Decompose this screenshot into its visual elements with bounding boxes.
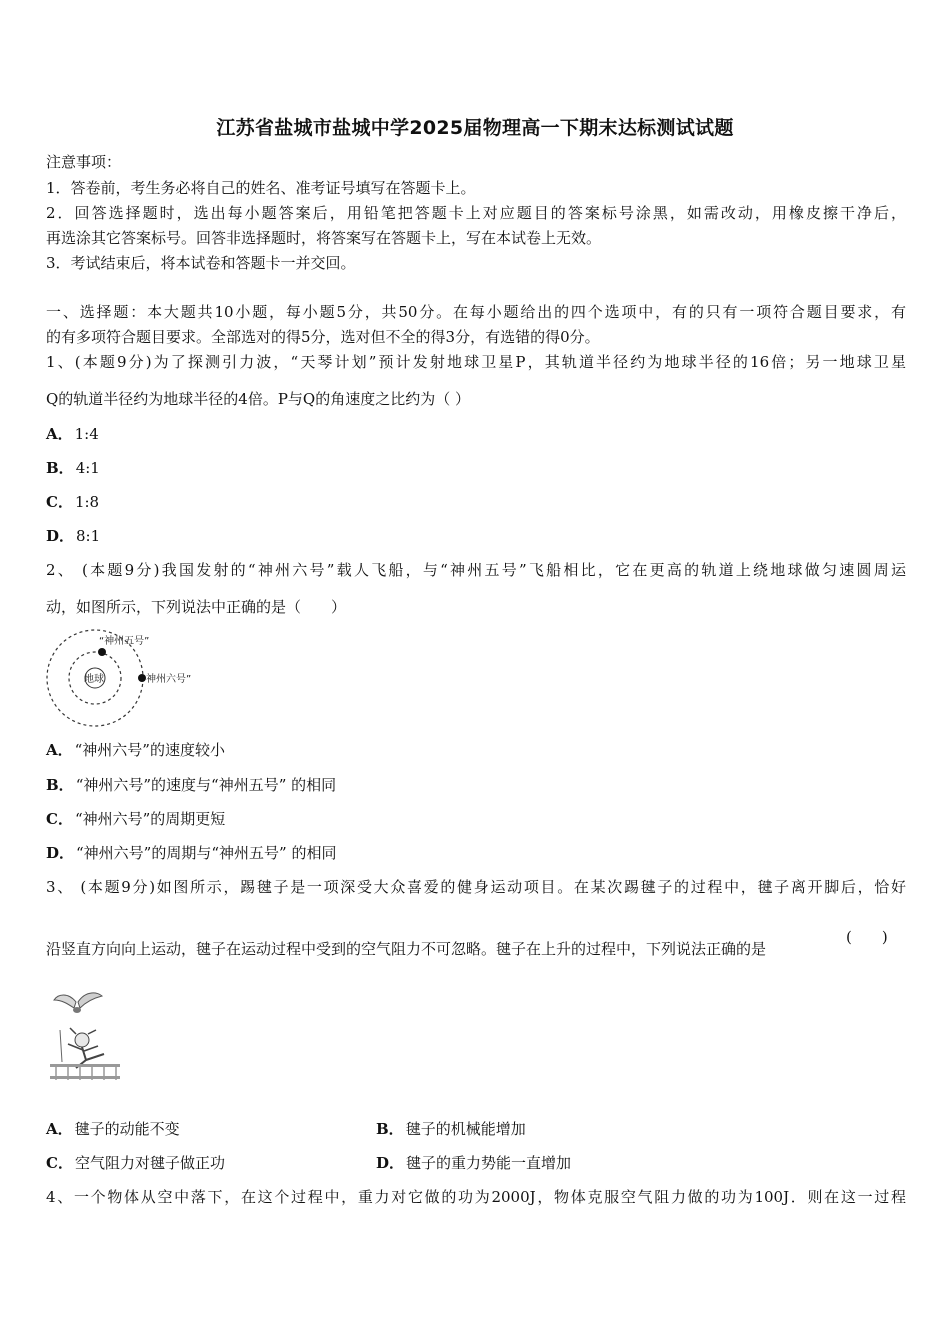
orbit-diagram — [40, 626, 230, 730]
q3-stem-line2: 沿竖直方向向上运动，毽子在运动过程中受到的空气阻力不可忽略。毽子在上升的过程中，下列说法正确的是 — [46, 940, 767, 958]
q4-stem-line1: 4、一个物体从空中落下，在这个过程中，重力对它做的功为2000J，物体克服空气阻力做的功为100J．则在这一过程 — [46, 1188, 906, 1206]
person-head — [75, 1033, 89, 1047]
q3-option-b: B． 毽子的机械能增加 — [376, 1120, 526, 1138]
q1-option-b: B． 4:1 — [46, 459, 100, 477]
notice-item-1: 1．答卷前，考生务必将自己的姓名、准考证号填写在答题卡上。 — [46, 179, 476, 197]
figure-line — [60, 1030, 62, 1062]
notice-item-2a: 2．回答选择题时，选出每小题答案后，用铅笔把答题卡上对应题目的答案标号涂黑，如需改动，用橡皮擦干净后， — [46, 204, 906, 222]
q1-stem-line2: Q的轨道半径约为地球半径的4倍。P与Q的角速度之比约为（ ） — [46, 390, 471, 408]
section-heading-line1: 一、选择题：本大题共10小题，每小题5分，共50分。在每小题给出的四个选项中，有的只有一项符合题目要求，有 — [46, 303, 906, 321]
q1-option-a: A． 1:4 — [46, 425, 99, 443]
q3-stem-line1: 3、 (本题9分)如图所示，踢毽子是一项深受大众喜爱的健身运动项目。在某次踢毽子的过程中，毽子离开脚后，恰好 — [46, 878, 906, 896]
q2-option-a: A． “神州六号”的速度较小 — [46, 741, 225, 759]
q3-option-a: A． 毽子的动能不变 — [46, 1120, 180, 1138]
q2-option-d: D． “神州六号”的周期与“神州五号” 的相同 — [46, 844, 337, 862]
shuttlecock-base — [73, 1007, 81, 1013]
q3-option-d: D． 毽子的重力势能一直增加 — [376, 1154, 572, 1172]
earth-label: 地球 — [84, 674, 104, 685]
label-shenzhou5: “神州五号” — [99, 636, 150, 647]
satellite-shenzhou6 — [138, 674, 146, 682]
section-heading-line2: 的有多项符合题目要求。全部选对的得5分，选对但不全的得3分，有选错的得0分。 — [46, 328, 600, 346]
shuttlecock-kicking-figure — [46, 984, 126, 1084]
fence-rail-bottom — [50, 1076, 120, 1079]
page-title: 江苏省盐城市盐城中学2025届物理高一下期末达标测试试题 — [216, 117, 734, 139]
label-shenzhou6: 神州六号” — [146, 674, 192, 685]
q1-option-c: C． 1:8 — [46, 493, 100, 511]
q1-option-d: D． 8:1 — [46, 527, 101, 545]
q2-stem-line2: 动，如图所示，下列说法中正确的是（ ） — [46, 598, 347, 616]
q2-option-b: B． “神州六号”的速度与“神州五号” 的相同 — [46, 776, 337, 794]
shuttlecock-feather-right — [78, 993, 102, 1008]
fence-rail-top — [50, 1064, 120, 1067]
q1-stem-line1: 1、(本题9分)为了探测引力波，“天琴计划”预计发射地球卫星P，其轨道半径约为地球半径的16倍；另一地球卫星 — [46, 353, 906, 371]
notice-item-2b: 再选涂其它答案标号。回答非选择题时，将答案写在答题卡上，写在本试卷上无效。 — [46, 229, 602, 247]
q2-stem-line1: 2、 (本题9分)我国发射的“神州六号”载人飞船，与“神州五号”飞船相比，它在更高的轨道上绕地球做匀速圆周运 — [46, 561, 906, 579]
q2-option-c: C． “神州六号”的周期更短 — [46, 810, 226, 828]
notice-heading: 注意事项： — [46, 153, 122, 171]
q3-answer-paren: ( ) — [846, 928, 888, 946]
notice-item-3: 3．考试结束后，将本试卷和答题卡一并交回。 — [46, 254, 356, 272]
satellite-shenzhou5 — [98, 648, 106, 656]
shuttlecock-feather-left — [54, 995, 76, 1008]
q3-option-c: C． 空气阻力对毽子做正功 — [46, 1154, 225, 1172]
